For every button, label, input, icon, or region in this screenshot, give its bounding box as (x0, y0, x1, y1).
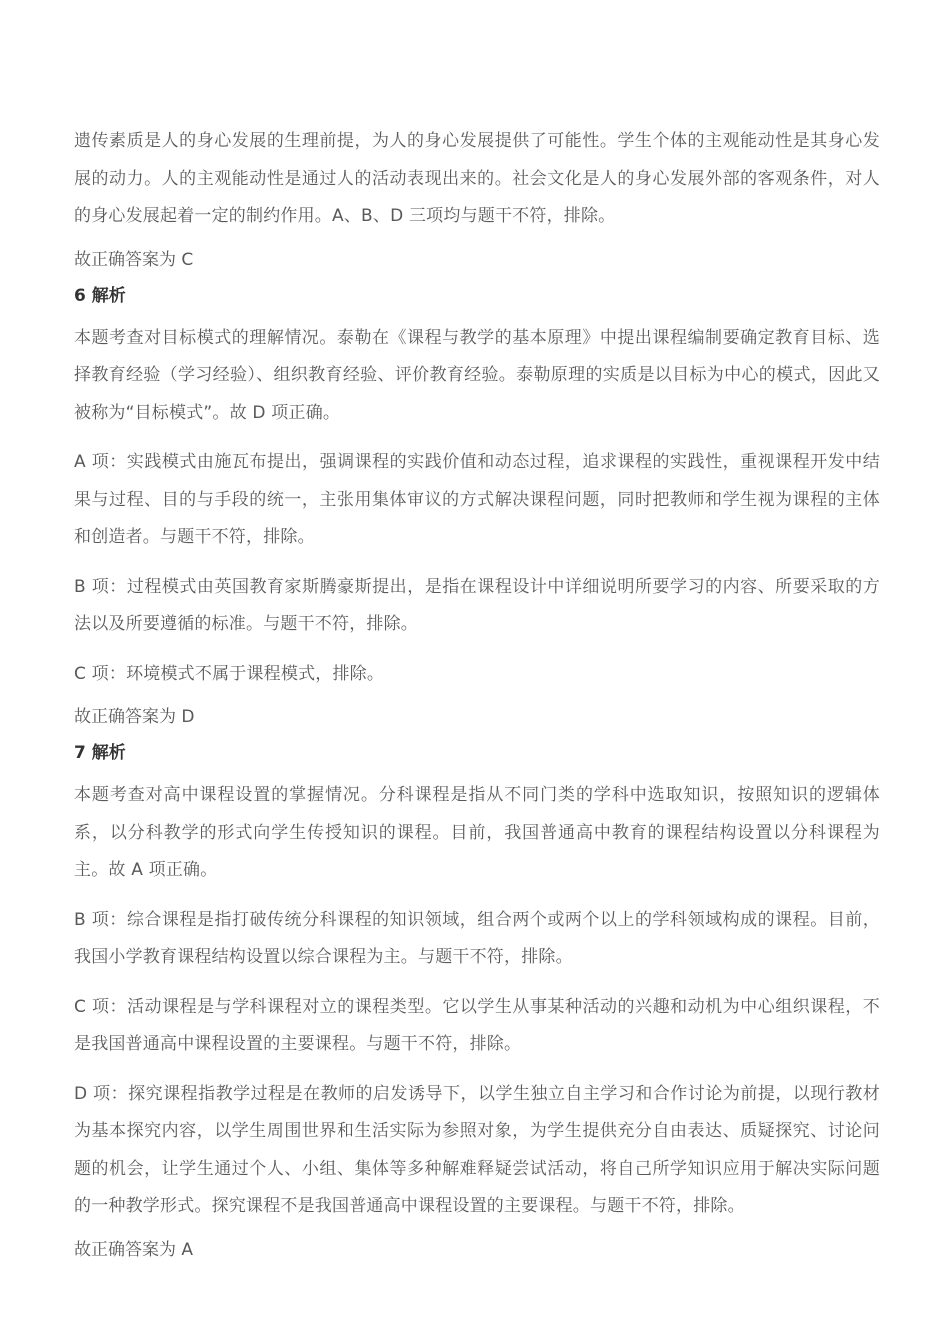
section7-heading: 7 解析 (74, 743, 126, 763)
section7-option-d: D 项：探究课程指教学过程是在教师的启发诱导下，以学生独立自主学习和合作讨论为前提，以现行教材为基本探究内容，以学生周围世界和生活实际为参照对象，为学生提供充分自由表达、质疑探究、讨论问题的机会，让学生通过个人、小组、集体等多种解难释疑尝试活动，将自己所学知识应用于解决实际问题的一种教学形式。探究课程不是我国普通高中课程设置的主要课程。与题干不符，排除。 (74, 1083, 880, 1216)
section7-option-c: C 项：活动课程是与学科课程对立的课程类型。它以学生从事某种活动的兴趣和动机为中心组织课程，不是我国普通高中课程设置的主要课程。与题干不符，排除。 (74, 996, 880, 1054)
section6-answer: 故正确答案为 D (74, 707, 195, 727)
section5-answer: 故正确答案为 C (74, 249, 194, 270)
section5-paragraph: 遗传素质是人的身心发展的生理前提，为人的身心发展提供了可能性。学生个体的主观能动性是其身心发展的动力。人的主观能动性是通过人的活动表现出来的。社会文化是人的身心发展外部的客观条件，对人的身心发展起着一定的制约作用。A、B、D 三项均与题干不符，排除。 (74, 131, 880, 226)
section6-option-c: C 项：环境模式不属于课程模式，排除。 (74, 663, 385, 684)
section7-intro: 本题考查对高中课程设置的掌握情况。分科课程是指从不同门类的学科中选取知识，按照知识的逻辑体系，以分科教学的形式向学生传授知识的课程。目前，我国普通高中教育的课程结构设置以分科课程为主。故 A 项正确。 (74, 785, 880, 880)
document-page (74, 123, 880, 1274)
section7-option-b: B 项：综合课程是指打破传统分科课程的知识领域，组合两个或两个以上的学科领域构成的课程。目前，我国小学教育课程结构设置以综合课程为主。与题干不符，排除。 (74, 909, 880, 967)
section6-option-a: A 项：实践模式由施瓦布提出，强调课程的实践价值和动态过程，追求课程的实践性，重视课程开发中结果与过程、目的与手段的统一，主张用集体审议的方式解决课程问题，同时把教师和学生视为课程的主体和创造者。与题干不符，排除。 (74, 452, 880, 547)
section7-answer: 故正确答案为 A (74, 1239, 194, 1260)
section6-heading: 6 解析 (74, 285, 126, 306)
section6-intro: 本题考查对目标模式的理解情况。泰勒在《课程与教学的基本原理》中提出课程编制要确定教育目标、选择教育经验（学习经验）、组织教育经验、评价教育经验。泰勒原理的实质是以目标为中心的模式，因此又被称为“目标模式”。故 D 项正确。 (74, 327, 880, 423)
section6-option-b: B 项：过程模式由英国教育家斯腾豪斯提出，是指在课程设计中详细说明所要学习的内容、所要采取的方法以及所要遵循的标准。与题干不符，排除。 (74, 576, 880, 634)
